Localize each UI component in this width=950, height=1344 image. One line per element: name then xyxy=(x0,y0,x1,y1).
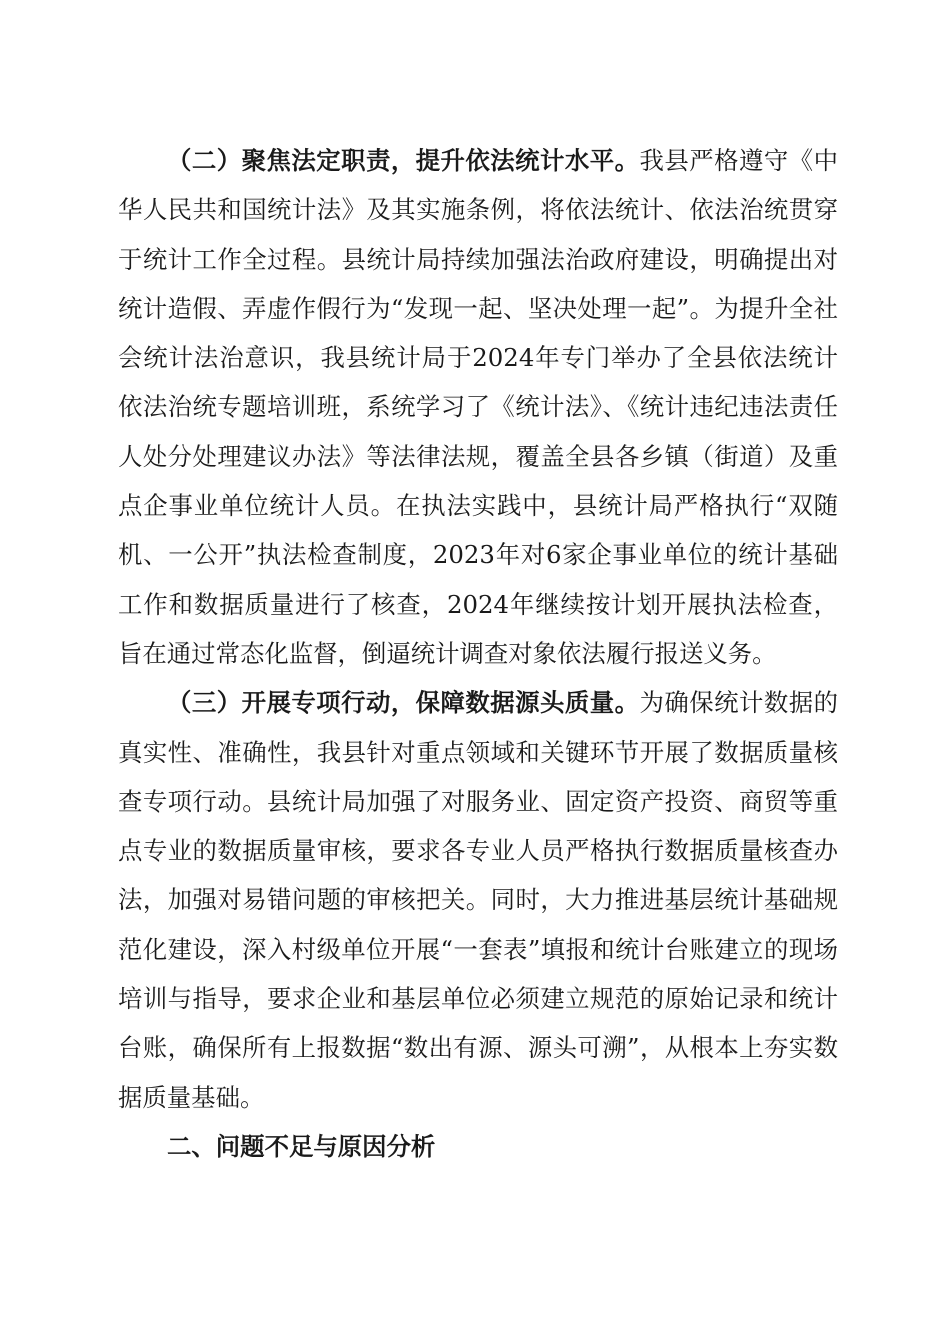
document-page xyxy=(118,136,838,1171)
paragraph-heading: （三）开展专项行动，保障数据源头质量。 xyxy=(167,688,640,718)
paragraph-body: 我县严格遵守《中华人民共和国统计法》及其实施条例，将依法统计、依法治统贯穿于统计工作全过程。县统计局持续加强法治政府建设，明确提出对统计造假、弄虚作假行为“发现一起、坚决处理一起”。为提升全社会统计法治意识，我县统计局于2024年专门举办了全县依法统计依法治统专题培训班，系统学习了《统计法》、《统计违纪违法责任人处分处理建议办法》等法律法规，覆盖全县各乡镇（街道）及重点企事业单位统计人员。在执法实践中，县统计局严格执行“双随机、一公开”执法检查制度，2023年对6家企事业单位的统计基础工作和数据质量进行了核查，2024年继续按计划开展执法检查，旨在通过常态化监督，倒逼统计调查对象依法履行报送义务。 xyxy=(118,146,838,668)
paragraph-body: 为确保统计数据的真实性、准确性，我县针对重点领域和关键环节开展了数据质量核查专项行动。县统计局加强了对服务业、固定资产投资、商贸等重点专业的数据质量审核，要求各专业人员严格执行数据质量核查办法，加强对易错问题的审核把关。同时，大力推进基层统计基础规范化建设，深入村级单位开展“一套表”填报和统计台账建立的现场培训与指导，要求企业和基层单位必须建立规范的原始记录和统计台账，确保所有上报数据“数出有源、源头可溯”，从根本上夯实数据质量基础。 xyxy=(118,688,838,1112)
paragraph-special-action xyxy=(118,678,838,1122)
section-heading: 二、问题不足与原因分析 xyxy=(167,1131,436,1161)
paragraph-heading: （二）聚焦法定职责，提升依法统计水平。 xyxy=(167,146,640,175)
paragraph-legal-duties xyxy=(118,136,838,678)
